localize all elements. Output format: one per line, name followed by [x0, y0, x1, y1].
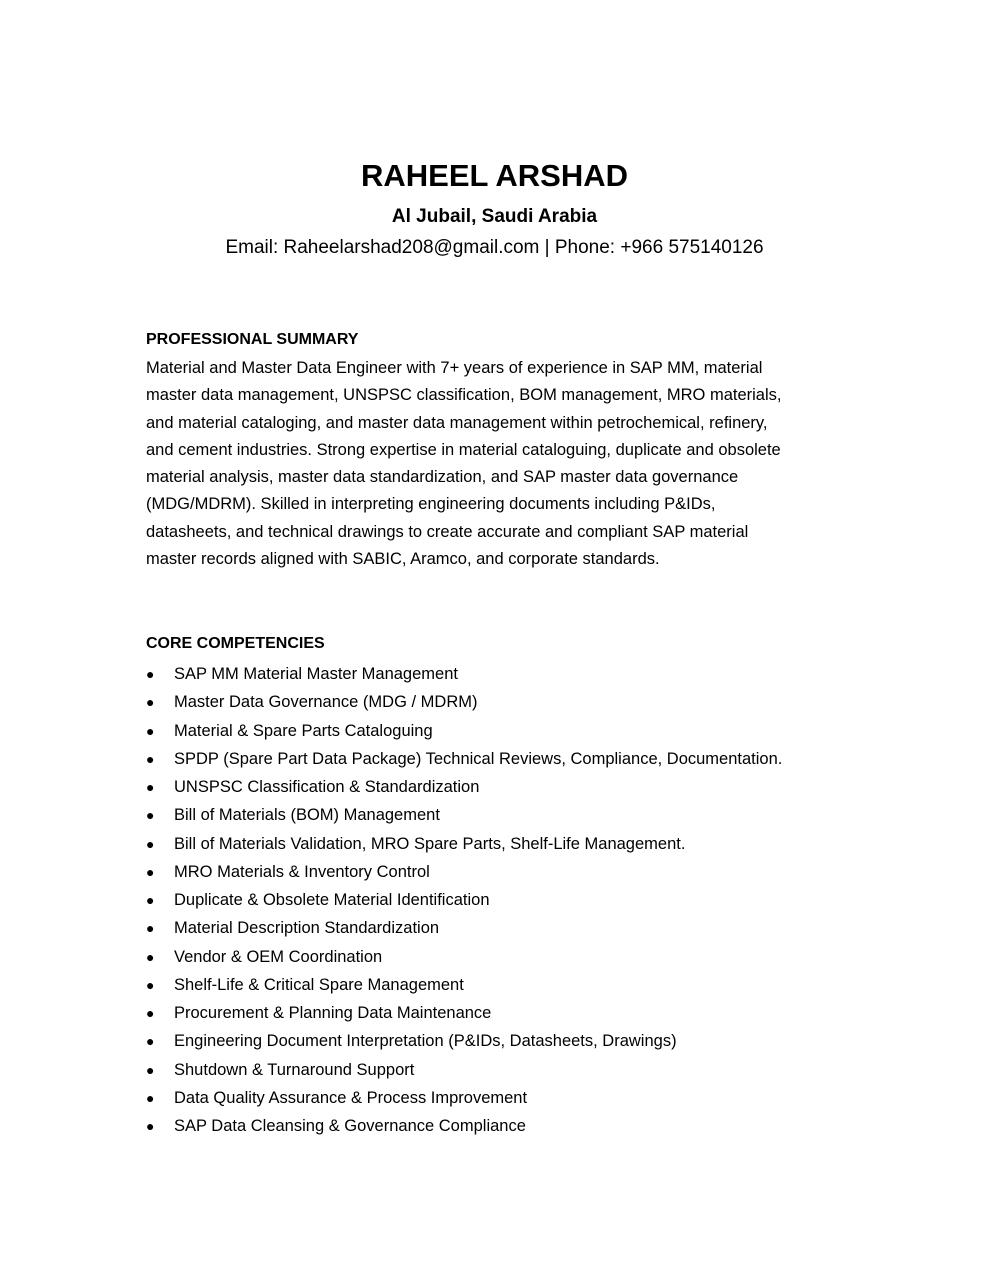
list-item [146, 999, 846, 1027]
list-item [146, 745, 846, 773]
summary-heading: PROFESSIONAL SUMMARY [146, 331, 359, 348]
competency-text: Bill of Materials Validation, MRO Spare Parts, Shelf-Life Management. [174, 834, 686, 853]
summary-line: material analysis, master data standardization, and SAP master data governance [146, 468, 739, 487]
competencies-heading: CORE COMPETENCIES [146, 635, 325, 652]
list-item [146, 1084, 846, 1112]
competency-text: Shelf-Life & Critical Spare Management [174, 975, 464, 994]
list-item [146, 1056, 846, 1084]
list-item [146, 858, 846, 886]
bullet-icon: ● [146, 920, 155, 937]
summary-line: master records aligned with SABIC, Aramco, and corporate standards. [146, 550, 660, 569]
list-item [146, 886, 846, 914]
competency-text: SPDP (Spare Part Data Package) Technical Reviews, Compliance, Documentation. [174, 749, 783, 768]
competency-text: Data Quality Assurance & Process Improvement [174, 1088, 528, 1107]
list-item [146, 943, 846, 971]
list-item [146, 717, 846, 745]
competency-text: SAP Data Cleansing & Governance Compliance [174, 1117, 526, 1135]
bullet-icon: ● [146, 863, 155, 880]
bullet-icon: ● [146, 1005, 155, 1021]
competency-text: Material Description Standardization [174, 919, 440, 938]
summary-line: and material cataloging, and master data management within petrochemical, refinery, [146, 413, 768, 432]
bullet-icon: ● [146, 807, 155, 824]
summary-line: and cement industries. Strong expertise in material cataloguing, duplicate and obsolete [146, 440, 781, 459]
list-item [146, 971, 846, 999]
competency-text: Material & Spare Parts Cataloguing [174, 721, 433, 740]
competency-text: Duplicate & Obsolete Material Identification [174, 891, 490, 909]
bullet-icon: ● [146, 1089, 155, 1106]
bullet-icon: ● [146, 835, 155, 852]
bullet-icon: ● [146, 779, 155, 795]
summary-line: datasheets, and technical drawings to create accurate and compliant SAP material [146, 522, 749, 541]
bullet-icon: ● [146, 1033, 155, 1050]
competency-text: Engineering Document Interpretation (P&IDs, Datasheets, Drawings) [174, 1032, 677, 1051]
competency-text: SAP MM Material Master Management [174, 665, 458, 683]
bullet-icon: ● [146, 722, 155, 739]
list-item [146, 660, 846, 688]
bullet-icon: ● [146, 694, 155, 711]
bullet-icon: ● [146, 948, 155, 965]
summary-line: Material and Master Data Engineer with 7+ years of experience in SAP MM, material [146, 359, 763, 377]
summary-paragraph [146, 355, 846, 573]
bullet-icon: ● [146, 666, 155, 682]
bullet-icon: ● [146, 892, 155, 908]
competencies-list [146, 660, 846, 1140]
list-item [146, 830, 846, 858]
candidate-contact: Email: Raheelarshad208@gmail.com | Phone: +966 575140126 [225, 237, 764, 258]
competency-text: Procurement & Planning Data Maintenance [174, 1004, 492, 1022]
competency-text: Master Data Governance (MDG / MDRM) [174, 693, 478, 712]
bullet-icon: ● [146, 1061, 155, 1078]
candidate-location: Al Jubail, Saudi Arabia [391, 206, 598, 227]
list-item [146, 688, 846, 716]
list-item [146, 773, 846, 801]
list-item [146, 1112, 846, 1140]
summary-line: master data management, UNSPSC classification, BOM management, MRO materials, [146, 386, 782, 405]
list-item [146, 801, 846, 829]
core-competencies-section [146, 632, 846, 1140]
bullet-icon: ● [146, 976, 155, 993]
summary-line: (MDG/MDRM). Skilled in interpreting engineering documents including P&IDs, [146, 495, 716, 514]
competency-text: UNSPSC Classification & Standardization [174, 778, 480, 796]
list-item [146, 1027, 846, 1055]
candidate-name: RAHEEL ARSHAD [361, 158, 628, 193]
competency-text: Vendor & OEM Coordination [174, 947, 383, 966]
bullet-icon: ● [146, 750, 155, 767]
competency-text: Bill of Materials (BOM) Management [174, 806, 440, 825]
competency-text: Shutdown & Turnaround Support [174, 1060, 415, 1079]
professional-summary-section [146, 328, 846, 573]
competency-text: MRO Materials & Inventory Control [174, 862, 430, 881]
resume-header [0, 154, 989, 261]
bullet-icon: ● [146, 1118, 155, 1134]
list-item [146, 914, 846, 942]
